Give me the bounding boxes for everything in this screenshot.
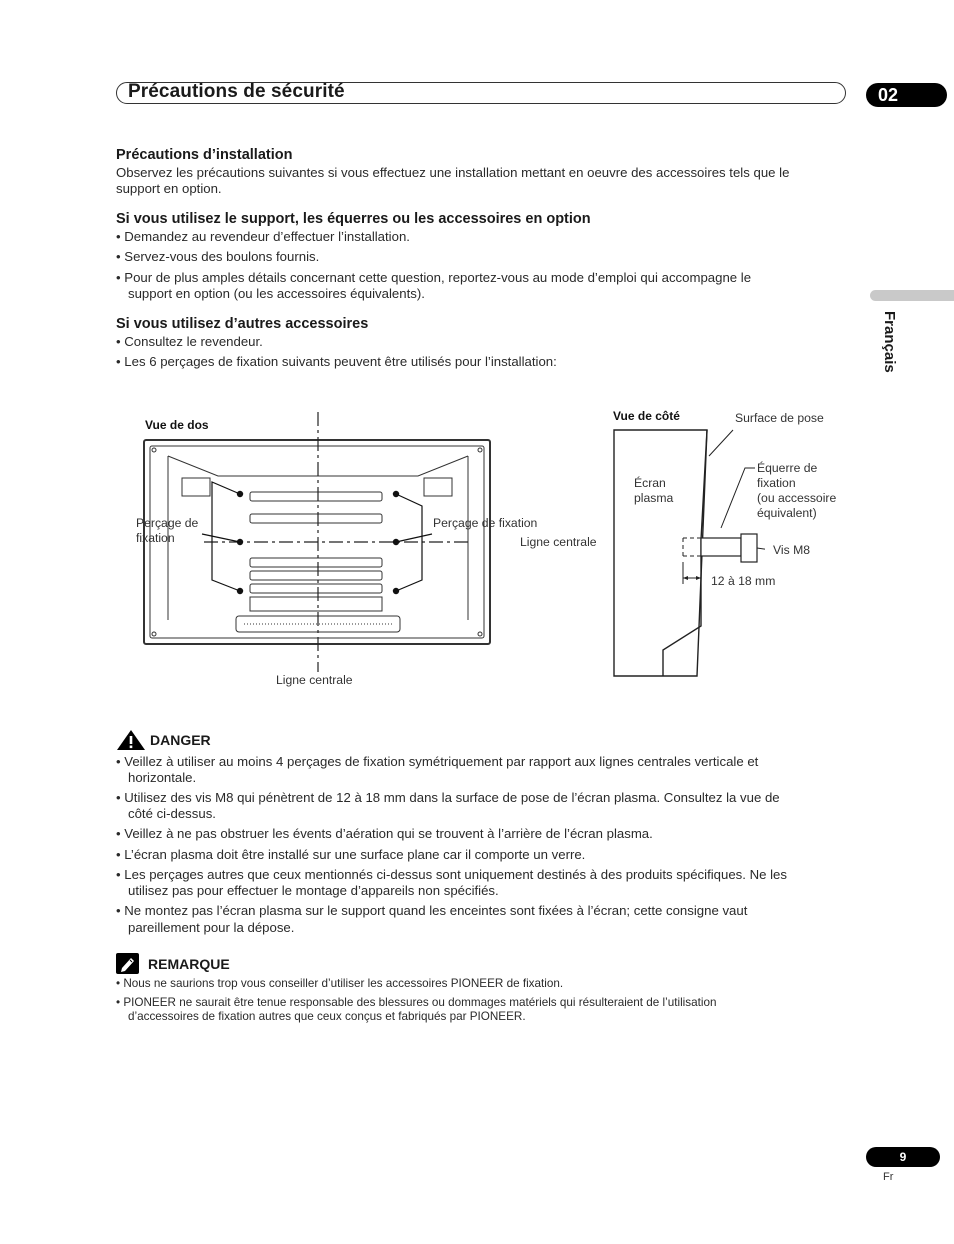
danger-bullet-1-line1: • Veillez à utiliser au moins 4 perçages de fixation symétriquement par rapport aux lignes centrales verticale et — [116, 754, 759, 769]
bracket-label-line1: Équerre de — [757, 461, 818, 475]
screw-label: Vis M8 — [773, 543, 811, 557]
mount-hole — [393, 588, 399, 594]
danger-bullet-2-line1: • Utilisez des vis M8 qui pénètrent de 12 à 18 mm dans la surface de pose de l’écran plasma. Consultez la vue de — [116, 790, 780, 805]
danger-bullet-1-line2: horizontale. — [128, 770, 197, 785]
page-language: Fr — [883, 1171, 894, 1183]
mount-surface-label: Surface de pose — [735, 411, 824, 425]
note-bullet-2-line2: d’accessoires de fixation autres que ceux conçus et fabriqués par PIONEER. — [128, 1010, 526, 1023]
other-bullet-2: • Les 6 perçages de fixation suivants peuvent être utilisés pour l’installation: — [116, 354, 557, 369]
danger-heading: DANGER — [150, 732, 211, 748]
danger-bullet-2-line2: côté ci-dessus. — [128, 806, 216, 821]
page-number: 9 — [866, 1147, 940, 1167]
bracket-label-line3: (ou accessoire — [757, 491, 837, 505]
support-bullet-3-line2: support en option (ou les accessoires équivalents). — [128, 286, 425, 301]
support-heading: Si vous utilisez le support, les équerres ou les accessoires en option — [116, 211, 591, 227]
center-line-vertical-label: Ligne centrale — [276, 673, 353, 687]
language-label: Français — [881, 311, 898, 373]
hole-label-right: Perçage de fixation — [433, 516, 538, 530]
note-heading: REMARQUE — [148, 956, 230, 972]
page-title: Précautions de sécurité — [128, 81, 345, 102]
bracket-label-line4: équivalent) — [757, 506, 817, 520]
back-view-label: Vue de dos — [145, 418, 209, 432]
hole-label-left-line1: Perçage de — [136, 516, 199, 530]
danger-bullet-6-line2: pareillement pour la dépose. — [128, 920, 295, 935]
support-bullet-1: • Demandez au revendeur d’effectuer l’installation. — [116, 229, 410, 244]
side-view-diagram — [605, 420, 765, 682]
danger-bullet-5-line1: • Les perçages autres que ceux mentionnés ci-dessus sont uniquement destinés à des produits spécifiques. Ne les — [116, 867, 787, 882]
danger-bullet-5-line2: utilisez pas pour effectuer le montage d’appareils non spécifiés. — [128, 883, 499, 898]
hole-label-left-line2: fixation — [136, 531, 175, 545]
chapter-badge: 02 — [866, 83, 947, 107]
support-bullet-3-line1: • Pour de plus amples détails concernant cette question, reportez-vous au mode d’emploi qui accompagne le — [116, 270, 752, 285]
danger-bullet-4: • L’écran plasma doit être installé sur une surface plane car il comporte un verre. — [116, 847, 586, 862]
side-view-label: Vue de côté — [613, 409, 680, 423]
support-bullet-2: • Servez-vous des boulons fournis. — [116, 249, 320, 264]
screen-label-line1: Écran — [634, 476, 666, 490]
bracket-label-line2: fixation — [757, 476, 796, 490]
danger-bullet-6-line1: • Ne montez pas l’écran plasma sur le support quand les enceintes sont fixées à l’écran; cette consigne vaut — [116, 903, 748, 918]
back-view-diagram — [140, 410, 500, 690]
other-bullet-1: • Consultez le revendeur. — [116, 334, 263, 349]
install-intro-line1: Observez les précautions suivantes si vous effectuez une installation mettant en oeuvre des accessoires tels que le — [116, 165, 790, 180]
install-heading: Précautions d’installation — [116, 147, 293, 163]
danger-bullet-3: • Veillez à ne pas obstruer les évents d’aération qui se trouvent à l’arrière de l’écran plasma. — [116, 826, 653, 841]
screen-label-line2: plasma — [634, 491, 674, 505]
other-heading: Si vous utilisez d’autres accessoires — [116, 316, 369, 332]
center-line-horizontal-label: Ligne centrale — [520, 535, 597, 549]
note-bullet-2-line1: • PIONEER ne saurait être tenue responsable des blessures ou dommages matériels qui résulteraient de l’utilisation — [116, 996, 717, 1009]
note-bullet-1: • Nous ne saurions trop vous conseiller d’utiliser les accessoires PIONEER de fixation. — [116, 977, 564, 990]
note-icon — [116, 953, 139, 974]
install-intro-line2: support en option. — [116, 181, 222, 196]
depth-label: 12 à 18 mm — [711, 574, 776, 588]
language-tab — [870, 290, 954, 301]
warning-icon — [116, 729, 146, 751]
